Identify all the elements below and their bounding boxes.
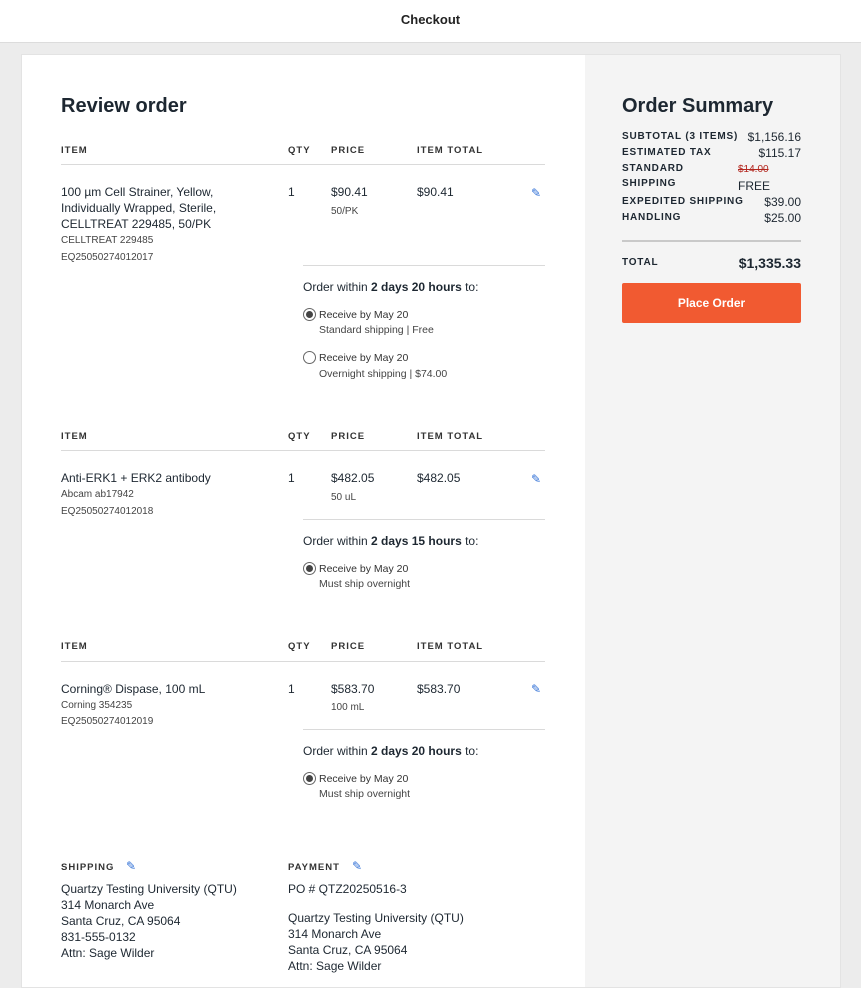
summary-title: Order Summary (622, 95, 774, 117)
expedited-shipping-value: $39.00 (764, 195, 801, 209)
item-price: $90.41 (331, 185, 368, 199)
tax-label: ESTIMATED TAX (622, 147, 712, 158)
item-total: $90.41 (417, 185, 454, 199)
item-name-line: Anti-ERK1 + ERK2 antibody (61, 471, 211, 485)
standard-shipping-value: FREE (738, 179, 771, 193)
divider (61, 450, 545, 451)
shipping-option-radio[interactable] (303, 308, 316, 321)
divider (303, 519, 545, 520)
edit-item-button[interactable] (531, 472, 541, 486)
payment-label: PAYMENT (288, 862, 340, 873)
summary-panel (585, 54, 841, 988)
shipping-address (61, 881, 237, 961)
item-id: EQ25050274012018 (61, 506, 154, 517)
pencil-icon: ✎ (531, 186, 542, 200)
item-total: $482.05 (417, 471, 461, 485)
divider (622, 240, 801, 242)
shipping-option-radio[interactable] (303, 772, 316, 785)
item-id: EQ25050274012017 (61, 252, 154, 263)
item-vendor: Abcam ab17942 (61, 489, 134, 500)
standard-shipping-old-price: $14.00 (738, 164, 769, 175)
shipping-option-detail: Must ship overnight (319, 788, 411, 800)
item-price: $583.70 (331, 682, 375, 696)
order-within-text: Order within 2 days 20 hours to: (303, 744, 479, 758)
column-header-item-total: ITEM TOTAL (417, 431, 484, 442)
item-name[interactable] (61, 184, 216, 232)
address-line: 831-555-0132 (61, 930, 136, 944)
total-value: $1,335.33 (738, 255, 801, 271)
order-within-text: Order within 2 days 20 hours to: (303, 280, 479, 294)
pencil-icon: ✎ (126, 859, 137, 873)
item-unit: 100 mL (331, 702, 365, 713)
edit-item-button[interactable] (531, 682, 541, 696)
edit-payment-button[interactable] (352, 859, 362, 873)
column-header-item-total: ITEM TOTAL (417, 641, 484, 652)
item-qty: 1 (288, 682, 295, 696)
divider (61, 164, 545, 165)
column-header-price: PRICE (331, 145, 366, 156)
item-name-line: Individually Wrapped, Sterile, (61, 201, 217, 215)
divider (303, 265, 545, 266)
pencil-icon: ✎ (531, 682, 542, 696)
divider (61, 661, 545, 662)
item-price: $482.05 (331, 471, 375, 485)
subtotal-label: SUBTOTAL (3 ITEMS) (622, 131, 739, 142)
edit-shipping-button[interactable] (126, 859, 136, 873)
order-within-text: Order within 2 days 15 hours to: (303, 534, 479, 548)
subtotal-value: $1,156.16 (747, 130, 801, 144)
column-header-qty: QTY (288, 431, 311, 442)
column-header-item: ITEM (61, 431, 88, 442)
shipping-option-radio[interactable] (303, 562, 316, 575)
address-line: Attn: Sage Wilder (61, 946, 155, 960)
column-header-price: PRICE (331, 641, 366, 652)
item-qty: 1 (288, 185, 295, 199)
shipping-option-title[interactable]: Receive by May 20 (319, 563, 409, 575)
column-header-qty: QTY (288, 641, 311, 652)
handling-value: $25.00 (764, 211, 801, 225)
top-bar (0, 0, 861, 43)
item-vendor: Corning 354235 (61, 700, 133, 711)
item-name-line: Corning® Dispase, 100 mL (61, 682, 206, 696)
address-line: Santa Cruz, CA 95064 (61, 914, 181, 928)
shipping-option-title[interactable]: Receive by May 20 (319, 309, 409, 321)
billing-address (288, 910, 464, 974)
shipping-option-detail: Standard shipping | Free (319, 324, 434, 336)
item-id: EQ25050274012019 (61, 716, 154, 727)
po-number: PO # QTZ20250516-3 (288, 882, 407, 896)
item-qty: 1 (288, 471, 295, 485)
shipping-option-detail: Overnight shipping | $74.00 (319, 368, 448, 380)
item-name[interactable] (61, 681, 205, 697)
place-order-button[interactable]: Place Order (622, 283, 801, 323)
shipping-option-detail: Must ship overnight (319, 578, 411, 590)
shipping-label: SHIPPING (61, 862, 115, 873)
column-header-item: ITEM (61, 641, 88, 652)
column-header-price: PRICE (331, 431, 366, 442)
item-unit: 50/PK (331, 206, 359, 217)
total-label: TOTAL (622, 257, 659, 268)
item-name-line: 100 µm Cell Strainer, Yellow, (61, 185, 214, 199)
column-header-item: ITEM (61, 145, 88, 156)
item-unit: 50 uL (331, 492, 357, 503)
expedited-shipping-label: EXPEDITED SHIPPING (622, 196, 744, 207)
handling-label: HANDLING (622, 212, 682, 223)
address-line: Attn: Sage Wilder (288, 959, 382, 973)
address-line: Santa Cruz, CA 95064 (288, 943, 408, 957)
address-line: 314 Monarch Ave (61, 898, 155, 912)
address-line: Quartzy Testing University (QTU) (61, 882, 237, 896)
tax-value: $115.17 (758, 146, 801, 160)
column-header-item-total: ITEM TOTAL (417, 145, 484, 156)
item-name-line: CELLTREAT 229485, 50/PK (61, 217, 212, 231)
shipping-option-title[interactable]: Receive by May 20 (319, 773, 409, 785)
address-line: Quartzy Testing University (QTU) (288, 911, 464, 925)
address-line: 314 Monarch Ave (288, 927, 382, 941)
item-vendor: CELLTREAT 229485 (61, 235, 154, 246)
pencil-icon: ✎ (531, 472, 542, 486)
divider (303, 729, 545, 730)
review-title: Review order (61, 95, 187, 117)
shipping-option-title[interactable]: Receive by May 20 (319, 352, 409, 364)
pencil-icon: ✎ (352, 859, 363, 873)
standard-shipping-label: STANDARD SHIPPING (622, 163, 684, 189)
column-header-qty: QTY (288, 145, 311, 156)
item-name[interactable] (61, 470, 211, 486)
page-title: Checkout (400, 12, 461, 27)
edit-item-button[interactable] (531, 186, 541, 200)
item-total: $583.70 (417, 682, 461, 696)
shipping-option-radio[interactable] (303, 351, 316, 364)
